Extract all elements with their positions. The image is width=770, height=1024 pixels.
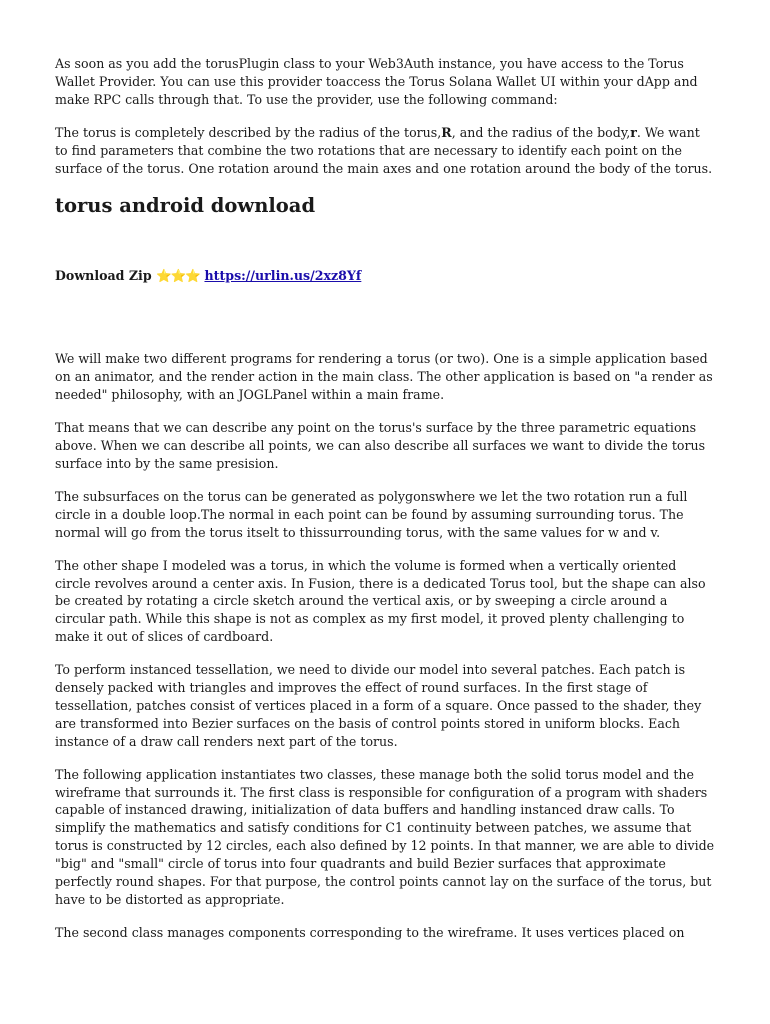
radius-R: R xyxy=(441,124,452,140)
body-paragraph-5: To perform instanced tessellation, we need to divide our model into several patches. Each patch is densely packed with triangles and improves the effect of round surfaces. In the first stage of tessellation, patches consist of vertices placed in a form of a square. Once passed to the shader, they are transformed into Bezier surfaces on the basis of control points stored in uniform blocks. Each instance of a draw call renders next part of the torus. xyxy=(55,662,702,749)
download-label: Download Zip xyxy=(55,268,152,284)
body-paragraph-6: The following application instantiates two classes, these manage both the solid torus model and the wireframe that surrounds it. The first class is responsible for configuration of a program with shaders capable of instanced drawing, initialization of data buffers and handling instanced draw calls. To simplify the mathematics and satisfy conditions for C1 continuity between patches, we assume that torus is constructed by 12 circles, each also defined by 12 points. In that manner, we are able to divide "big" and "small" circle of torus into four quadrants and build Bezier surfaces that approximate perfectly round shapes. For that purpose, the control points cannot lay on the surface of the torus, but have to be distorted as appropriate. xyxy=(55,766,715,907)
intro-p2-text-b: , and the radius of the body, xyxy=(451,124,631,140)
document-page xyxy=(55,55,715,957)
intro-p2-text-a: The torus is completely described by the radius of the torus, xyxy=(55,124,442,140)
intro-paragraph-1: As soon as you add the torusPlugin class to your Web3Auth instance, you have access to the Torus Wallet Provider. You can use this provider toaccess the Torus Solana Wallet UI within your dApp and make RPC calls through that. To use the provider, use the following command: xyxy=(55,56,698,107)
body-paragraph-1: We will make two different programs for rendering a torus (or two). One is a simple application based on an animator, and the render action in the main class. The other application is based on "a render as needed" philosophy, with an JOGLPanel within a main frame. xyxy=(55,351,713,403)
spacer xyxy=(55,285,715,350)
radius-r: r xyxy=(630,124,637,140)
body-paragraph-3: The subsurfaces on the torus can be generated as polygonswhere we let the two rotation run a full circle in a double loop.The normal in each point can be found by assuming surrounding torus. The normal will go from the torus itselt to thissurrounding torus, with the same values for w and v. xyxy=(55,488,688,540)
body-paragraph-4: The other shape I modeled was a torus, in which the volume is formed when a vertically oriented circle revolves around a center axis. In Fusion, there is a dedicated Torus tool, but the shape can also be created by rotating a circle sketch around the vertical axis, or by sweeping a circle around a circular path. While this shape is not as complex as my first model, it proved plenty challenging to make it out of slices of cardboard. xyxy=(55,557,706,645)
download-line xyxy=(55,267,715,285)
intro-paragraph-2 xyxy=(55,124,715,178)
star-icon: ⭐⭐⭐ xyxy=(156,268,201,284)
intro-p2-text-c: . We want to find parameters that combine the two rotations that are necessary to identify each point on the surface of the torus. One rotation around the main axes and one rotation around the body of the torus. xyxy=(55,124,713,176)
body-paragraph-7: The second class manages components corresponding to the wireframe. It uses vertices placed on xyxy=(55,924,685,940)
page-title: torus android download xyxy=(55,194,316,218)
download-link[interactable]: https://urlin.us/2xz8Yf xyxy=(204,268,362,284)
body-paragraph-2: That means that we can describe any point on the torus's surface by the three parametric equations above. When we can describe all points, we can also describe all surfaces we want to divide the torus surface into by the same presision. xyxy=(55,420,706,471)
